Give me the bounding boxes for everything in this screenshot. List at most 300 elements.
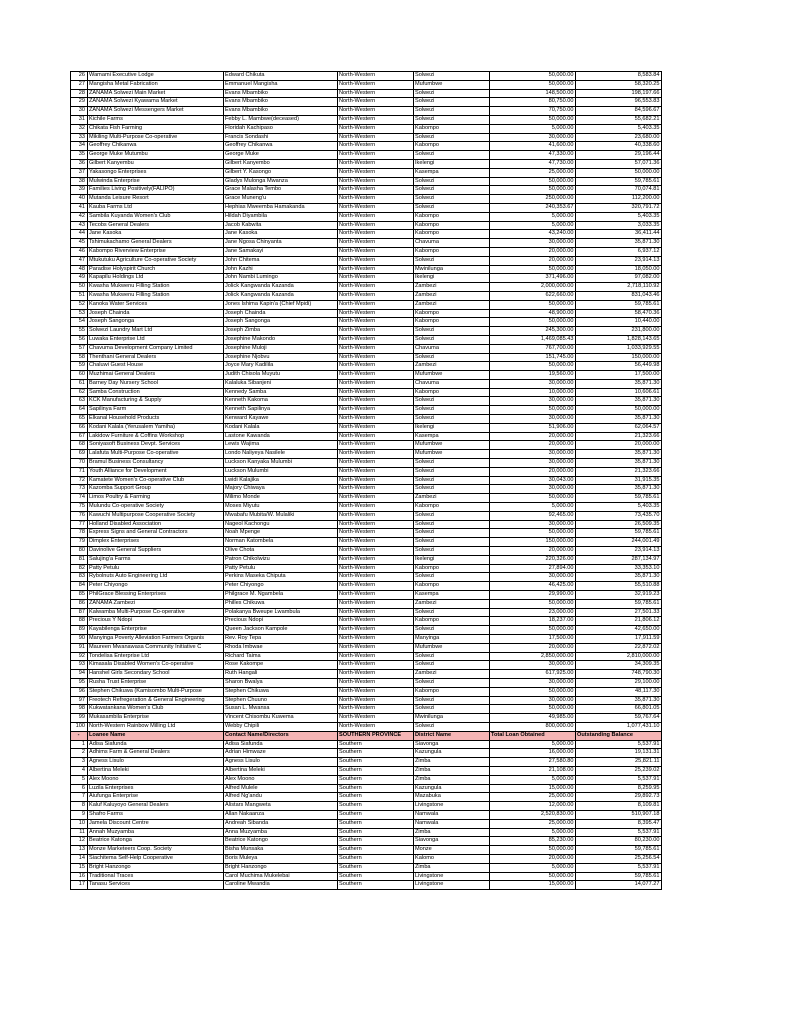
total-loan-cell: 2,850,000.00 <box>490 652 576 661</box>
province-cell: North-Western <box>338 265 414 274</box>
table-row <box>71 450 662 459</box>
loanee-name-cell: Families Living Positively(FALIPO) <box>88 186 224 195</box>
row-number-cell: 32 <box>71 124 88 133</box>
outstanding-balance-cell: 26,509.35 <box>576 520 662 529</box>
total-loan-cell: 2,520,830.00 <box>490 810 576 819</box>
total-loan-cell: 50,000.00 <box>490 626 576 635</box>
total-loan-cell: 30,000.00 <box>490 661 576 670</box>
outstanding-balance-cell: 48,117.30 <box>576 687 662 696</box>
district-cell: Kabompo <box>414 388 490 397</box>
row-number-cell: 56 <box>71 335 88 344</box>
loanee-name-cell: Monze Marketeers Coop. Society <box>88 846 224 855</box>
row-number-cell: 29 <box>71 98 88 107</box>
table-row <box>71 230 662 239</box>
row-number-cell: 86 <box>71 599 88 608</box>
total-loan-cell: 25,000.00 <box>490 793 576 802</box>
contact-name-cell: Allan Nakaanza <box>224 810 338 819</box>
district-cell: Siavonga <box>414 837 490 846</box>
province-cell: Southern <box>338 819 414 828</box>
row-number-cell: 52 <box>71 300 88 309</box>
table-row <box>71 881 662 890</box>
table-row <box>71 379 662 388</box>
outstanding-balance-cell: 1,033,929.55 <box>576 344 662 353</box>
row-number-cell: 66 <box>71 423 88 432</box>
total-loan-cell: 50,000.00 <box>490 529 576 538</box>
outstanding-balance-cell: 33,353.10 <box>576 564 662 573</box>
header-province-cell: SOUTHERN PROVINCE <box>338 731 414 740</box>
row-number-cell: 85 <box>71 591 88 600</box>
contact-name-cell: Bright Hanzongo <box>224 863 338 872</box>
loanee-name-cell: Tecobs General Dealers <box>88 221 224 230</box>
table-row <box>71 582 662 591</box>
loanee-name-cell: Samba Construction <box>88 388 224 397</box>
row-number-cell: 51 <box>71 291 88 300</box>
province-cell: North-Western <box>338 107 414 116</box>
province-cell: Southern <box>338 863 414 872</box>
loanee-name-cell: Mangisha Metal Fabrication <box>88 80 224 89</box>
district-cell: Kabompo <box>414 212 490 221</box>
province-cell: North-Western <box>338 151 414 160</box>
loanee-name-cell: Peter Chiyongo <box>88 582 224 591</box>
district-cell: Kabompo <box>414 124 490 133</box>
province-cell: North-Western <box>338 247 414 256</box>
row-number-cell: 84 <box>71 582 88 591</box>
table-row <box>71 705 662 714</box>
loanee-name-cell: Luzila Enterprises <box>88 784 224 793</box>
loanee-name-cell: Alex Moono <box>88 775 224 784</box>
row-number-cell: 2 <box>71 749 88 758</box>
loanee-name-cell: Chikata Fish Farming <box>88 124 224 133</box>
province-cell: North-Western <box>338 555 414 564</box>
province-cell: North-Western <box>338 705 414 714</box>
total-loan-cell: 85,230.00 <box>490 837 576 846</box>
total-loan-cell: 220,326.00 <box>490 555 576 564</box>
table-row <box>71 652 662 661</box>
total-loan-cell: 50,000.00 <box>490 265 576 274</box>
province-cell: Southern <box>338 784 414 793</box>
row-number-cell: 73 <box>71 485 88 494</box>
table-row <box>71 309 662 318</box>
loanee-name-cell: Tanasu Services <box>88 881 224 890</box>
outstanding-balance-cell: 14,077.27 <box>576 881 662 890</box>
contact-name-cell: John Nambi Lumingo <box>224 274 338 283</box>
district-cell: Monze <box>414 846 490 855</box>
outstanding-balance-cell: 8,583.84 <box>576 72 662 81</box>
district-cell: Solwezi <box>414 256 490 265</box>
total-loan-cell: 18,237.00 <box>490 617 576 626</box>
table-row <box>71 749 662 758</box>
loanee-name-cell: Express Signs and General Contractors <box>88 529 224 538</box>
row-number-cell: 61 <box>71 379 88 388</box>
contact-name-cell: Beatrice Katongo <box>224 837 338 846</box>
total-loan-cell: 20,000.00 <box>490 547 576 556</box>
district-cell: Solwezi <box>414 107 490 116</box>
total-loan-cell: 12,000.00 <box>490 802 576 811</box>
row-number-cell: 83 <box>71 573 88 582</box>
province-cell: North-Western <box>338 415 414 424</box>
table-row <box>71 195 662 204</box>
outstanding-balance-cell: 96,553.83 <box>576 98 662 107</box>
row-number-cell: 14 <box>71 854 88 863</box>
row-number-cell: 27 <box>71 80 88 89</box>
loanee-name-cell: George Muke Mutumbu <box>88 151 224 160</box>
province-cell: North-Western <box>338 696 414 705</box>
district-cell: Solwezi <box>414 573 490 582</box>
total-loan-cell: 41,600.00 <box>490 142 576 151</box>
contact-name-cell: Vincent Chisombu Kuwema <box>224 714 338 723</box>
contact-name-cell: Evans Mbambiko <box>224 98 338 107</box>
loanee-name-cell: Mtukutuku Agriculture Co-operative Society <box>88 256 224 265</box>
table-row <box>71 529 662 538</box>
table-row <box>71 124 662 133</box>
district-cell: Manyinga <box>414 635 490 644</box>
loanee-name-cell: Holland Disabled Association <box>88 520 224 529</box>
province-cell: North-Western <box>338 300 414 309</box>
loanee-name-cell: Barney Day Nursery School <box>88 379 224 388</box>
contact-name-cell: Patty Petulu <box>224 564 338 573</box>
row-number-cell: 7 <box>71 793 88 802</box>
total-loan-cell: 16,000.00 <box>490 749 576 758</box>
row-number-cell: 88 <box>71 617 88 626</box>
province-cell: Southern <box>338 872 414 881</box>
row-number-cell: 57 <box>71 344 88 353</box>
district-cell: Chavuma <box>414 239 490 248</box>
outstanding-balance-cell: 231,800.00 <box>576 327 662 336</box>
loanee-name-cell: Luwaka Enterprise Ltd <box>88 335 224 344</box>
outstanding-balance-cell: 35,871.30 <box>576 379 662 388</box>
province-cell: North-Western <box>338 432 414 441</box>
province-cell: North-Western <box>338 168 414 177</box>
row-number-cell: 6 <box>71 784 88 793</box>
row-number-cell: 81 <box>71 555 88 564</box>
contact-name-cell: Evans Mbambiko <box>224 89 338 98</box>
loanee-name-cell: Rybolnuts Auto Engineering Ltd <box>88 573 224 582</box>
province-cell: Southern <box>338 846 414 855</box>
province-cell: North-Western <box>338 371 414 380</box>
district-cell: Kabompo <box>414 564 490 573</box>
table-row <box>71 344 662 353</box>
row-number-cell: 11 <box>71 828 88 837</box>
outstanding-balance-cell: 2,718,110.92 <box>576 283 662 292</box>
total-loan-cell: 50,000.00 <box>490 705 576 714</box>
district-cell: Solwezi <box>414 98 490 107</box>
province-cell: North-Western <box>338 379 414 388</box>
outstanding-balance-cell: 21,806.12 <box>576 617 662 626</box>
contact-name-cell: Joyce Mary Kadilila <box>224 362 338 371</box>
province-cell: North-Western <box>338 608 414 617</box>
province-cell: North-Western <box>338 423 414 432</box>
loanee-name-cell: Paradise Holyspirit Church <box>88 265 224 274</box>
contact-name-cell: Queen Jackson Kampole <box>224 626 338 635</box>
district-cell: Kabompo <box>414 309 490 318</box>
total-loan-cell: 92,465.00 <box>490 511 576 520</box>
contact-name-cell: Alex Moono <box>224 775 338 784</box>
total-loan-cell: 5,000.00 <box>490 124 576 133</box>
header-total-loan-cell: Total Loan Obtained <box>490 731 576 740</box>
loanee-name-cell: Kichile Farms <box>88 115 224 124</box>
district-cell: Solwezi <box>414 72 490 81</box>
district-cell: Solwezi <box>414 186 490 195</box>
province-cell: North-Western <box>338 652 414 661</box>
loanee-name-cell: Kawuchi Multipurpose Cooperative Society <box>88 511 224 520</box>
table-row <box>71 283 662 292</box>
total-loan-cell: 2,000,000.00 <box>490 283 576 292</box>
loanee-name-cell: Joseph Chainda <box>88 309 224 318</box>
table-row <box>71 555 662 564</box>
total-loan-cell: 30,000.00 <box>490 485 576 494</box>
province-cell: North-Western <box>338 230 414 239</box>
province-cell: North-Western <box>338 511 414 520</box>
total-loan-cell: 30,000.00 <box>490 678 576 687</box>
outstanding-balance-cell: 748,790.30 <box>576 670 662 679</box>
district-cell: Solwezi <box>414 652 490 661</box>
total-loan-cell: 10,000.00 <box>490 388 576 397</box>
contact-name-cell: Judith Chisola Muyutu <box>224 371 338 380</box>
province-cell: North-Western <box>338 503 414 512</box>
loanee-name-cell: Patty Petulu <box>88 564 224 573</box>
province-cell: North-Western <box>338 687 414 696</box>
loanee-name-cell: Kalwamba Multi-Purpose Co-operative <box>88 608 224 617</box>
row-number-cell: 47 <box>71 256 88 265</box>
loanee-name-cell: Bramul Business Consultancy <box>88 459 224 468</box>
outstanding-balance-cell: 8,259.95 <box>576 784 662 793</box>
table-row <box>71 485 662 494</box>
total-loan-cell: 240,353.67 <box>490 203 576 212</box>
row-number-cell: 70 <box>71 459 88 468</box>
table-row <box>71 397 662 406</box>
district-cell: Solwezi <box>414 415 490 424</box>
contact-name-cell: Sharon Bwalya <box>224 678 338 687</box>
province-cell: Southern <box>338 881 414 890</box>
outstanding-balance-cell: 35,871.30 <box>576 459 662 468</box>
row-number-cell: 53 <box>71 309 88 318</box>
contact-name-cell: Geoffrey Chikanwa <box>224 142 338 151</box>
table-row <box>71 291 662 300</box>
province-cell: North-Western <box>338 291 414 300</box>
header-contact-name-cell: Contact Name/Directors <box>224 731 338 740</box>
outstanding-balance-cell: 59,785.61 <box>576 300 662 309</box>
row-number-cell: 58 <box>71 353 88 362</box>
table-row <box>71 608 662 617</box>
contact-name-cell: Kenneth Sapilinya <box>224 406 338 415</box>
table-row <box>71 573 662 582</box>
total-loan-cell: 30,000.00 <box>490 397 576 406</box>
contact-name-cell: Jane Kasoka <box>224 230 338 239</box>
district-cell: Solwezi <box>414 722 490 731</box>
contact-name-cell: Joseph Zimba <box>224 327 338 336</box>
table-row <box>71 274 662 283</box>
outstanding-balance-cell: 17,500.00 <box>576 371 662 380</box>
total-loan-cell: 23,000.00 <box>490 608 576 617</box>
contact-name-cell: Hephias Mweemba Hamakanda <box>224 203 338 212</box>
table-row <box>71 872 662 881</box>
total-loan-cell: 50,000.00 <box>490 72 576 81</box>
table-row <box>71 643 662 652</box>
district-cell: Siavonga <box>414 740 490 749</box>
district-cell: Ikelengi <box>414 555 490 564</box>
total-loan-cell: 50,000.00 <box>490 362 576 371</box>
contact-name-cell: Adrian Himwaze <box>224 749 338 758</box>
outstanding-balance-cell: 31,915.35 <box>576 476 662 485</box>
table-row <box>71 406 662 415</box>
row-number-cell: 64 <box>71 406 88 415</box>
row-number-cell: 63 <box>71 397 88 406</box>
total-loan-cell: 245,300.00 <box>490 327 576 336</box>
table-row <box>71 591 662 600</box>
outstanding-balance-cell: 59,785.61 <box>576 177 662 186</box>
province-cell: North-Western <box>338 599 414 608</box>
table-row <box>71 432 662 441</box>
total-loan-cell: 20,000.00 <box>490 432 576 441</box>
loanee-name-cell: Kayabilenga Enterprise <box>88 626 224 635</box>
district-cell: Mufumbwe <box>414 441 490 450</box>
province-cell: North-Western <box>338 397 414 406</box>
loanee-name-cell: ZANAMA Zambezi <box>88 599 224 608</box>
loanee-name-cell: Kimasala Disabled Women's Co-operative <box>88 661 224 670</box>
province-cell: North-Western <box>338 591 414 600</box>
total-loan-cell: 250,000.00 <box>490 195 576 204</box>
row-number-cell: 5 <box>71 775 88 784</box>
loanee-name-cell: Geoffrey Chikanwa <box>88 142 224 151</box>
district-cell: Zambezi <box>414 291 490 300</box>
contact-name-cell: Philgrace M. Ngambela <box>224 591 338 600</box>
outstanding-balance-cell: 5,537.91 <box>576 863 662 872</box>
table-row <box>71 168 662 177</box>
outstanding-balance-cell: 21,323.66 <box>576 467 662 476</box>
contact-name-cell: Edward Chikuta <box>224 72 338 81</box>
district-cell: Solwezi <box>414 327 490 336</box>
row-number-cell: 45 <box>71 239 88 248</box>
district-cell: Namwala <box>414 810 490 819</box>
total-loan-cell: 1,469,085.43 <box>490 335 576 344</box>
loanee-name-cell: ZANAMA Solwezi Kyawama Market <box>88 98 224 107</box>
table-row <box>71 670 662 679</box>
table-row <box>71 247 662 256</box>
district-cell: Solwezi <box>414 705 490 714</box>
contact-name-cell: Floridah Kachipaso <box>224 124 338 133</box>
outstanding-balance-cell: 35,871.30 <box>576 573 662 582</box>
contact-name-cell: Josephine Muloji <box>224 344 338 353</box>
outstanding-balance-cell: 80,230.00 <box>576 837 662 846</box>
outstanding-balance-cell: 40,338.60 <box>576 142 662 151</box>
total-loan-cell: 21,108.00 <box>490 766 576 775</box>
loanee-name-cell: Salujing'a Farms <box>88 555 224 564</box>
contact-name-cell: Joseph Sangonga <box>224 318 338 327</box>
district-cell: Solwezi <box>414 538 490 547</box>
total-loan-cell: 19,560.00 <box>490 371 576 380</box>
row-number-cell: 65 <box>71 415 88 424</box>
outstanding-balance-cell: 8,109.81 <box>576 802 662 811</box>
outstanding-balance-cell: 510,907.18 <box>576 810 662 819</box>
header-outstanding-balance-cell: Outstanding Balance <box>576 731 662 740</box>
loanee-name-cell: Joseph Sangonga <box>88 318 224 327</box>
total-loan-cell: 51,906.00 <box>490 423 576 432</box>
table-row <box>71 371 662 380</box>
row-number-cell: 4 <box>71 766 88 775</box>
table-row <box>71 107 662 116</box>
loanee-name-cell: Jamela Discount Centre <box>88 819 224 828</box>
outstanding-balance-cell: 35,871.30 <box>576 239 662 248</box>
total-loan-cell: 800,000.00 <box>490 722 576 731</box>
loanee-name-cell: Freotech Refregeration & General Engineering <box>88 696 224 705</box>
total-loan-cell: 148,500.00 <box>490 89 576 98</box>
province-cell: North-Western <box>338 459 414 468</box>
table-row <box>71 353 662 362</box>
total-loan-cell: 20,000.00 <box>490 256 576 265</box>
province-cell: Southern <box>338 749 414 758</box>
province-cell: Southern <box>338 837 414 846</box>
district-cell: Kazungula <box>414 784 490 793</box>
row-number-cell: 28 <box>71 89 88 98</box>
row-number-cell: 33 <box>71 133 88 142</box>
outstanding-balance-cell: 35,871.30 <box>576 450 662 459</box>
outstanding-balance-cell: 22,872.02 <box>576 643 662 652</box>
province-cell: North-Western <box>338 564 414 573</box>
row-number-cell: 42 <box>71 212 88 221</box>
district-cell: Zambezi <box>414 670 490 679</box>
loanee-name-cell: Adhims Farm & General Dealers <box>88 749 224 758</box>
province-cell: North-Western <box>338 256 414 265</box>
header-row-number-cell: - <box>71 731 88 740</box>
row-number-cell: 78 <box>71 529 88 538</box>
contact-name-cell: Patron Chikolwizu <box>224 555 338 564</box>
outstanding-balance-cell: 198,197.66 <box>576 89 662 98</box>
row-number-cell: 90 <box>71 635 88 644</box>
district-cell: Kalomo <box>414 854 490 863</box>
outstanding-balance-cell: 3,033.35 <box>576 221 662 230</box>
table-row <box>71 72 662 81</box>
contact-name-cell: Caroline Mwandia <box>224 881 338 890</box>
table-row <box>71 599 662 608</box>
loanee-name-cell: Siachitema Self-Help Cooperative <box>88 854 224 863</box>
district-cell: Zimba <box>414 766 490 775</box>
loanee-name-cell: Mukasambila Enterprise <box>88 714 224 723</box>
loanee-name-cell: Kodani Kalala (Yerusalem Yamiha) <box>88 423 224 432</box>
table-row <box>71 810 662 819</box>
loanee-name-cell: Bright Hanzongo <box>88 863 224 872</box>
outstanding-balance-cell: 320,791.72 <box>576 203 662 212</box>
row-number-cell: 67 <box>71 432 88 441</box>
district-cell: Kabompo <box>414 247 490 256</box>
row-number-cell: 92 <box>71 652 88 661</box>
district-cell: Zambezi <box>414 300 490 309</box>
contact-name-cell: Lewis Wajima <box>224 441 338 450</box>
row-number-cell: 12 <box>71 837 88 846</box>
outstanding-balance-cell: 8,395.47 <box>576 819 662 828</box>
total-loan-cell: 30,000.00 <box>490 239 576 248</box>
table-row <box>71 503 662 512</box>
district-cell: Livingstone <box>414 802 490 811</box>
outstanding-balance-cell: 244,001.49 <box>576 538 662 547</box>
total-loan-cell: 48,900.00 <box>490 309 576 318</box>
outstanding-balance-cell: 5,403.35 <box>576 503 662 512</box>
province-cell: North-Western <box>338 722 414 731</box>
table-row <box>71 740 662 749</box>
row-number-cell: 93 <box>71 661 88 670</box>
outstanding-balance-cell: 55,682.21 <box>576 115 662 124</box>
contact-name-cell: Albertina Meleki <box>224 766 338 775</box>
total-loan-cell: 50,000.00 <box>490 687 576 696</box>
outstanding-balance-cell: 66,801.05 <box>576 705 662 714</box>
outstanding-balance-cell: 62,064.57 <box>576 423 662 432</box>
district-cell: Solwezi <box>414 397 490 406</box>
row-number-cell: 50 <box>71 283 88 292</box>
row-number-cell: 35 <box>71 151 88 160</box>
table-row <box>71 256 662 265</box>
district-cell: Kabompo <box>414 142 490 151</box>
table-row <box>71 415 662 424</box>
contact-name-cell: Rev. Roy Tepa <box>224 635 338 644</box>
